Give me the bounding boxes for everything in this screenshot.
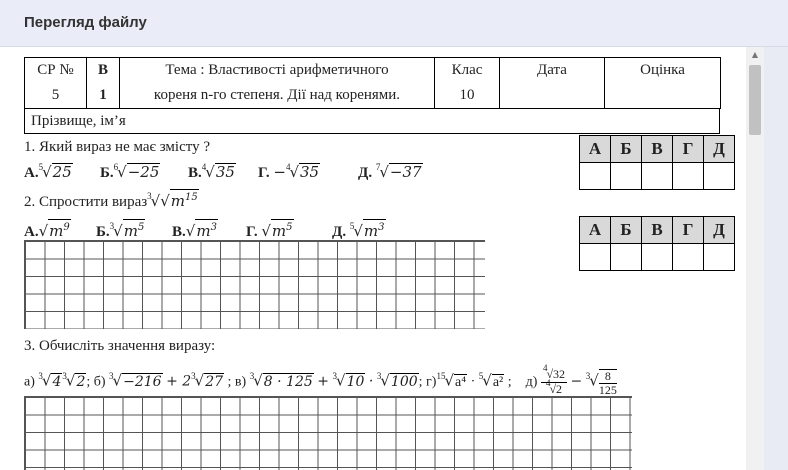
q2-answer-cell bbox=[611, 244, 642, 271]
q1-answer-cell bbox=[642, 163, 673, 190]
document-page bbox=[0, 47, 745, 470]
q2-answer-header-b: Б bbox=[611, 217, 642, 244]
q3-text: 3. Обчисліть значення виразу: bbox=[24, 338, 216, 354]
scrollbar-thumb[interactable] bbox=[749, 65, 761, 135]
q3-part-g-end: ; bbox=[507, 374, 512, 390]
q1-answer-header-g: Г bbox=[673, 136, 704, 163]
q3-part-d-num-index: 4 bbox=[542, 363, 548, 373]
radical-icon: √ bbox=[41, 371, 52, 390]
q1-option-d bbox=[358, 163, 423, 182]
cr-label: СР № bbox=[37, 62, 74, 78]
radical-icon: √ bbox=[336, 371, 346, 390]
q3-expressions bbox=[24, 363, 617, 397]
radical-icon: √ bbox=[289, 163, 299, 181]
class-value: 10 bbox=[459, 87, 475, 103]
q1-answer-header-a: А bbox=[580, 136, 611, 163]
q3-part-a-label: а) bbox=[24, 374, 35, 390]
q1-option-b-index: 6 bbox=[113, 162, 119, 172]
variant-cell bbox=[87, 58, 120, 109]
radical-icon: √ bbox=[380, 371, 390, 390]
q2-option-g-label: Г. bbox=[246, 224, 258, 240]
radical-icon: √ bbox=[112, 371, 123, 390]
q3-part-g-dot: · bbox=[470, 374, 476, 390]
q1-option-b bbox=[100, 163, 160, 182]
q2-option-g-base: m bbox=[271, 222, 287, 240]
q1-option-g-index: 4 bbox=[285, 162, 291, 172]
q2-option-a-base: m bbox=[49, 222, 64, 240]
q2-option-v bbox=[172, 219, 218, 241]
q3-part-g-index1: 15 bbox=[436, 370, 446, 381]
q1-option-d-label: Д. bbox=[358, 165, 373, 181]
q3-part-c-plus: + bbox=[317, 373, 329, 390]
q2-option-b bbox=[96, 219, 145, 241]
q3-part-a-index: 3 bbox=[38, 370, 43, 381]
radical-icon: √ bbox=[185, 222, 196, 240]
q2-answer-header-a: А bbox=[580, 217, 611, 244]
radical-icon: √ bbox=[589, 371, 599, 390]
q2-option-d-label: Д. bbox=[332, 224, 347, 240]
radical-icon: √ bbox=[482, 371, 492, 390]
q1-answer-cell bbox=[580, 163, 611, 190]
radical-icon: √ bbox=[205, 163, 215, 181]
radical-icon: √ bbox=[42, 163, 52, 181]
q2-answer-cell bbox=[704, 244, 735, 271]
topic-cell bbox=[120, 58, 435, 109]
q3-part-d-radicand bbox=[599, 369, 617, 397]
q3-part-g-r1: a⁴ bbox=[455, 374, 467, 390]
q3-part-c-index: 3 bbox=[249, 370, 255, 381]
topic-line2: кореня n-го степеня. Дії над коренями. bbox=[153, 87, 401, 103]
q1-answer-cell bbox=[704, 163, 735, 190]
q2-text: 2. Спростити вираз bbox=[24, 194, 148, 210]
q3-part-d-den: √2 bbox=[549, 382, 563, 396]
q3-part-b-coef: + 2 bbox=[166, 373, 192, 390]
class-cell bbox=[435, 58, 500, 109]
date-label: Дата bbox=[537, 62, 567, 78]
radical-icon: √ bbox=[379, 163, 389, 181]
q1-option-d-radicand: −37 bbox=[389, 163, 422, 181]
q2-answer-cell bbox=[642, 244, 673, 271]
q3-part-d-fraction bbox=[541, 363, 567, 397]
q2-option-a-power: 9 bbox=[63, 222, 70, 233]
q1-option-b-radicand: −25 bbox=[127, 163, 160, 181]
q1-option-a-label: А. bbox=[24, 165, 39, 181]
q3-part-g-label: ; г) bbox=[418, 374, 437, 390]
q1-answer-header-d: Д bbox=[704, 136, 735, 163]
right-panel-edge bbox=[764, 47, 788, 470]
window-title: Перегляд файлу bbox=[24, 14, 147, 31]
q1-text: 1. Який вираз не має змісту ? bbox=[24, 139, 211, 155]
q2-expr-power: 15 bbox=[185, 192, 198, 203]
q2-answer-header-d: Д bbox=[704, 217, 735, 244]
q3-part-c-dot: · bbox=[368, 373, 374, 390]
q1-option-v-index: 4 bbox=[201, 162, 207, 172]
q2-option-b-label: Б. bbox=[96, 224, 110, 240]
radical-icon: √ bbox=[117, 163, 127, 181]
q3-part-b-r2: 27 bbox=[205, 373, 224, 390]
grade-cell bbox=[605, 58, 721, 109]
q2-expr-base: m bbox=[170, 192, 186, 210]
q3-part-d-index: 3 bbox=[585, 370, 591, 381]
name-label: Прізвище, ім’я bbox=[31, 113, 126, 129]
q3-part-b-label: ; б) bbox=[86, 374, 106, 390]
q2-answer-cell bbox=[673, 244, 704, 271]
q2-answer-cell bbox=[580, 244, 611, 271]
grade-label: Оцінка bbox=[640, 62, 685, 78]
q1-answer-cell bbox=[673, 163, 704, 190]
cr-value: 5 bbox=[51, 87, 60, 103]
header-table bbox=[24, 57, 721, 109]
topic-line1: Тема : Властивості арифметичного bbox=[165, 62, 389, 78]
q2-answer-table bbox=[579, 216, 735, 271]
q1-option-g-radicand: 35 bbox=[300, 163, 320, 181]
q2-option-b-index: 3 bbox=[109, 221, 115, 231]
q1-option-v bbox=[188, 163, 236, 182]
q2-option-d bbox=[332, 219, 386, 241]
radical-icon: √ bbox=[113, 222, 123, 240]
q3-part-b-r1: −216 bbox=[123, 373, 162, 390]
q3-part-a-r2: 2 bbox=[76, 373, 86, 390]
q3-part-b-index-2: 3 bbox=[191, 370, 196, 381]
q3-work-grid bbox=[24, 396, 632, 470]
name-field bbox=[24, 108, 720, 134]
q1-option-a-index: 5 bbox=[38, 162, 44, 172]
q2-expr-radicand bbox=[170, 189, 199, 209]
radical-icon: √ bbox=[38, 222, 49, 240]
radical-icon: √ bbox=[194, 371, 205, 390]
q1-answer-table bbox=[579, 135, 735, 190]
radical-icon: √ bbox=[253, 371, 263, 390]
q3-part-c-index-3: 3 bbox=[376, 370, 382, 381]
q3-part-d-minus: − bbox=[570, 373, 583, 390]
q1-option-b-label: Б. bbox=[100, 165, 114, 181]
class-label: Клас bbox=[451, 62, 483, 78]
title-bar bbox=[0, 0, 788, 47]
date-cell bbox=[500, 58, 605, 109]
q1-option-g-sign: − bbox=[273, 163, 286, 181]
q2-option-b-base: m bbox=[123, 222, 138, 240]
radical-icon: √ bbox=[160, 192, 170, 210]
q2-answer-header-g: Г bbox=[673, 217, 704, 244]
q2-option-v-base: m bbox=[196, 222, 211, 240]
q1-option-d-index: 7 bbox=[375, 162, 381, 172]
q2-option-v-label: В. bbox=[172, 224, 186, 240]
q2-option-d-index: 5 bbox=[349, 221, 355, 231]
q2-option-g-power: 5 bbox=[286, 222, 293, 233]
q2-line bbox=[24, 189, 199, 211]
q2-option-a-label: А. bbox=[24, 224, 39, 240]
cr-cell bbox=[25, 58, 87, 109]
file-viewer[interactable] bbox=[0, 47, 788, 470]
q3-part-d-label: д) bbox=[525, 374, 538, 390]
q1-option-g-label: Г. bbox=[258, 165, 270, 181]
q1-option-v-label: В. bbox=[188, 165, 202, 181]
q3-part-d-frac-d: 125 bbox=[598, 382, 617, 397]
q3-part-c-r1: 8 · 125 bbox=[263, 373, 313, 390]
variant-value: 1 bbox=[99, 87, 107, 103]
radical-icon: √ bbox=[353, 222, 363, 240]
q3-part-c-r3: 100 bbox=[390, 373, 418, 390]
vertical-scrollbar[interactable] bbox=[746, 47, 764, 470]
q2-expr-index: 3 bbox=[147, 191, 152, 201]
q1-answer-cell bbox=[611, 163, 642, 190]
q1-option-v-radicand: 35 bbox=[215, 163, 235, 181]
scroll-up-arrow-icon[interactable]: ▲ bbox=[751, 50, 759, 59]
q3-part-c-label: ; в) bbox=[227, 374, 247, 390]
radical-icon: √ bbox=[261, 222, 271, 240]
radical-icon: √ bbox=[65, 371, 76, 390]
q1-option-a-radicand: 25 bbox=[52, 163, 72, 181]
q3-part-a-index-2: 3 bbox=[62, 370, 67, 381]
q2-option-g bbox=[246, 219, 294, 241]
q3-part-c-r2: 10 bbox=[346, 373, 365, 390]
q2-option-a bbox=[24, 219, 71, 241]
q1-answer-header-b: Б bbox=[611, 136, 642, 163]
q1-option-g bbox=[258, 163, 320, 182]
q3-part-g-r2: a² bbox=[492, 374, 504, 390]
q3-part-b-index: 3 bbox=[109, 370, 114, 381]
q3-part-d-frac-n: 8 bbox=[599, 370, 617, 384]
q3-part-d-num: √32 bbox=[546, 367, 566, 381]
q2-option-b-power: 5 bbox=[137, 222, 145, 233]
radical-icon: √ bbox=[444, 371, 454, 390]
radical-icon: √ bbox=[150, 192, 161, 210]
q1-option-a bbox=[24, 163, 73, 182]
q3-part-c-index-2: 3 bbox=[332, 370, 337, 381]
q2-work-grid bbox=[24, 240, 485, 329]
q3-part-g-index2: 5 bbox=[478, 370, 484, 381]
q2-option-d-base: m bbox=[363, 222, 379, 240]
q3-part-a-r1: 4 bbox=[52, 373, 62, 390]
q1-answer-header-v: В bbox=[642, 136, 673, 163]
q2-option-v-power: 3 bbox=[210, 222, 217, 233]
q2-answer-header-v: В bbox=[642, 217, 673, 244]
q3-part-d-den-index: 4 bbox=[545, 378, 551, 388]
q2-option-d-power: 3 bbox=[378, 222, 385, 233]
variant-label: В bbox=[97, 62, 108, 78]
